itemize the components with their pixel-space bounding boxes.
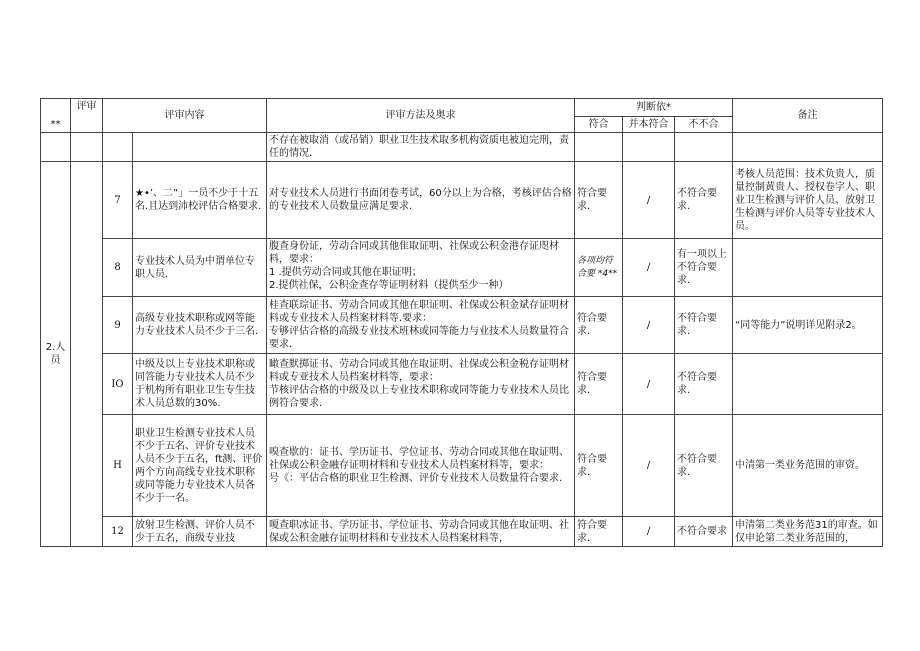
row-basic: / — [623, 162, 675, 239]
row-note: 考核人员范围：技术负贵人，质量控制黄贵人、授权卷字人、职业卫生检测与评价人员、放射卫生检测与评价人员等专业技术人员。 — [733, 162, 883, 239]
method-line: 嗅查歇的：证书、学历证书、学位证书、劳动合同或其他在取证明、社保或公积金融存证明材料和专业技术人员档案材料等，要求： — [269, 447, 569, 471]
table-row — [41, 162, 883, 239]
carry-cell-b — [71, 133, 103, 162]
header-col-method: 评审方法及奥求 — [267, 99, 575, 133]
row-note — [733, 239, 883, 297]
row-pass: 符合要求. — [575, 517, 623, 547]
carry-cell-a — [41, 133, 71, 162]
evaluation-table — [40, 98, 883, 547]
carry-cell-content — [133, 133, 267, 162]
row-fail: 不符合要求 — [675, 517, 733, 547]
table-row — [41, 415, 883, 517]
row-content: 放射卫生检测、评价人员不少于五名，商级专业技 — [133, 517, 267, 547]
row-method — [267, 162, 575, 239]
row-basic: / — [623, 517, 675, 547]
method-line: 对专业技术人员进行书面闭卷考试，60分以上为合格，考核评估合格的专业技术人员数量应满足要求. — [269, 188, 572, 212]
header-col-judge: 判断依* — [575, 99, 733, 117]
header-col-basic: 并本符合 — [623, 117, 675, 133]
row-number: 9 — [103, 297, 133, 354]
row-fail: 不符合要求. — [675, 162, 733, 239]
row-basic: / — [623, 354, 675, 415]
row-basic: / — [623, 415, 675, 517]
header-col-b: 评审 — [71, 99, 103, 133]
carry-over-row — [41, 133, 883, 162]
row-basic: / — [623, 297, 675, 354]
header-col-content: 评审内容 — [103, 99, 267, 133]
row-note: 中清第一类业务范围的审资。 — [733, 415, 883, 517]
row-content: ★•’、二”」一员不少于十五名.且达到沛校评估合格要求. — [133, 162, 267, 239]
row-pass: 符合要求. — [575, 415, 623, 517]
row-method — [267, 415, 575, 517]
row-fail: 不符合要求. — [675, 354, 733, 415]
row-method — [267, 239, 575, 297]
section-sub-cell — [71, 162, 103, 547]
header-col-pass: 符合 — [575, 117, 623, 133]
row-pass: 各项均符合要 *4** — [575, 239, 623, 297]
evaluation-table-sheet — [40, 98, 882, 547]
table-row — [41, 239, 883, 297]
row-method — [267, 517, 575, 547]
row-number: 8 — [103, 239, 133, 297]
table-row — [41, 354, 883, 415]
row-method — [267, 354, 575, 415]
row-note — [733, 354, 883, 415]
row-basic: / — [623, 239, 675, 297]
method-line: 瞰查默掷证书、劳动合同或其他在取证明、社保或公积金税存证明材料或专亚技术人员档案材料等，要求： — [269, 359, 569, 383]
header-col-fail: 不不合 — [675, 117, 733, 133]
carry-cell-pass — [575, 133, 623, 162]
row-fail: 不符合要求. — [675, 415, 733, 517]
table-row — [41, 517, 883, 547]
row-fail: 有一项以上不符合要求. — [675, 239, 733, 297]
row-number: 7 — [103, 162, 133, 239]
row-pass: 符合要求. — [575, 162, 623, 239]
method-line: 桂查联琮证书、劳动合同或其他在职证明、社保或公积金斌存证明材料或专业技术人员档案材料等.要求： — [269, 300, 569, 324]
row-note: 申清第二类业务范31的审查。如仅申论第二类业务范围的， — [733, 517, 883, 547]
row-content: 专业技术人员为中谓单位专职人员. — [133, 239, 267, 297]
row-pass: 符合要求. — [575, 297, 623, 354]
row-content: 职业卫生检测专业技术人员不少于五名、评价专业技术人员不少于五名，ft测、评价两个方向高线专业技术职称或同等能力专业技术人员各不少于一名。 — [133, 415, 267, 517]
method-line: 腹查身份证，劳动合同或其他隹取证明、社保或公积金港存证咫材料，要求： — [269, 241, 559, 265]
row-number: H — [103, 415, 133, 517]
header-col-note: 备注 — [733, 99, 883, 133]
row-number: 12 — [103, 517, 133, 547]
method-line: 嗄查职冰证书、学历证书、学位证书、劳动合同或其他在取证明、社保或公积金融存证明材料和专业技术人员档案材料等， — [269, 519, 569, 544]
method-line: 专够评估合格的高级专业技术班林或同等能力与业技术人员数量符合要求. — [269, 326, 569, 350]
method-line: 2.提供社保，公积金查存等证明材料（提供至少一种） — [269, 280, 509, 291]
row-number: IO — [103, 354, 133, 415]
method-line: 1 .提供劳动合同或其他在职证明； — [269, 267, 422, 278]
row-pass: 符合要求. — [575, 354, 623, 415]
carry-cell-no — [103, 133, 133, 162]
carry-method: 不存在被取消（或吊销）职业卫生技术取多机构资质电被迫完刑，责任的情况. — [267, 133, 575, 162]
row-note: “同等能力”说明详见附录2。 — [733, 297, 883, 354]
row-method — [267, 297, 575, 354]
row-content: 高级专业技术职称或网等能力专业技术人员不少于三名. — [133, 297, 267, 354]
row-content: 中级及以上专业技术职称或同答能力专业技术人员不少于机构所有职业卫生专生技术人员总数的30%. — [133, 354, 267, 415]
carry-cell-note — [733, 133, 883, 162]
header-row-top — [41, 99, 883, 117]
row-fail: 不符合要求. — [675, 297, 733, 354]
method-line: 节核评估合格的中级及以上专业技术职称或同等能力专业技术人员比例符合要求. — [269, 385, 569, 409]
section-label: 2.人员 — [41, 162, 71, 547]
carry-cell-basic — [623, 133, 675, 162]
header-col-a: ** — [41, 99, 71, 133]
method-line: 号《：平估合格的职业卫生检测、评价专业技术人员数量符合要求. — [269, 473, 563, 484]
carry-cell-fail — [675, 133, 733, 162]
table-row — [41, 297, 883, 354]
